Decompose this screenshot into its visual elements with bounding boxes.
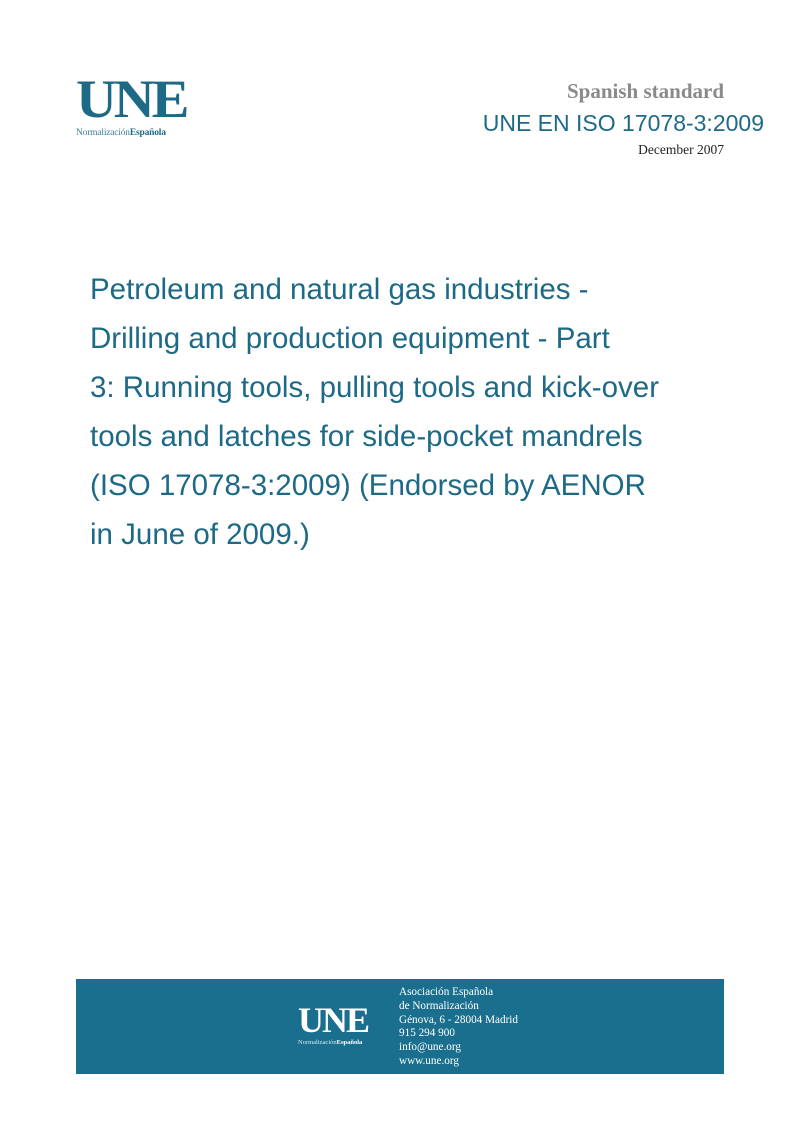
title-line: 3: Running tools, pulling tools and kick-over xyxy=(90,371,660,404)
title-line: tools and latches for side-pocket mandrels xyxy=(90,420,643,453)
document-header xyxy=(482,78,764,157)
footer-logo-sub-strong: Española xyxy=(336,1039,363,1046)
une-logo-subtitle xyxy=(76,128,226,138)
footer-logo-mark: UNE xyxy=(298,1000,369,1040)
footer-une-logo xyxy=(298,1000,388,1046)
org-name-line1: Asociación Española xyxy=(399,986,494,998)
footer-logo-sub-light: Normalización xyxy=(298,1039,337,1046)
phone-number: 915 294 900 xyxy=(399,1027,455,1040)
logo-sub-light: Normalización xyxy=(76,128,130,138)
footer-address xyxy=(399,986,518,1069)
une-logo-mark: UNE xyxy=(76,69,187,129)
title-line: Petroleum and natural gas industries - xyxy=(90,273,589,306)
street-address: Génova, 6 - 28004 Madrid xyxy=(399,1013,518,1026)
footer-band xyxy=(76,979,724,1074)
standard-code: UNE EN ISO 17078-3:2009 xyxy=(482,110,764,136)
title-line: Drilling and production equipment - Part xyxy=(90,322,610,355)
email-address: info@une.org xyxy=(399,1041,461,1054)
une-logo xyxy=(76,69,226,138)
title-line: (ISO 17078-3:2009) (Endorsed by AENOR xyxy=(90,469,646,502)
footer-logo-subtitle xyxy=(298,1039,388,1046)
standard-date: December 2007 xyxy=(638,142,724,157)
document-type: Spanish standard xyxy=(567,79,724,103)
website-url: www.une.org xyxy=(399,1054,459,1067)
document-title xyxy=(90,265,730,559)
title-line: in June of 2009.) xyxy=(90,518,310,551)
logo-sub-strong: Española xyxy=(129,128,166,138)
org-name-line2: de Normalización xyxy=(399,999,479,1012)
